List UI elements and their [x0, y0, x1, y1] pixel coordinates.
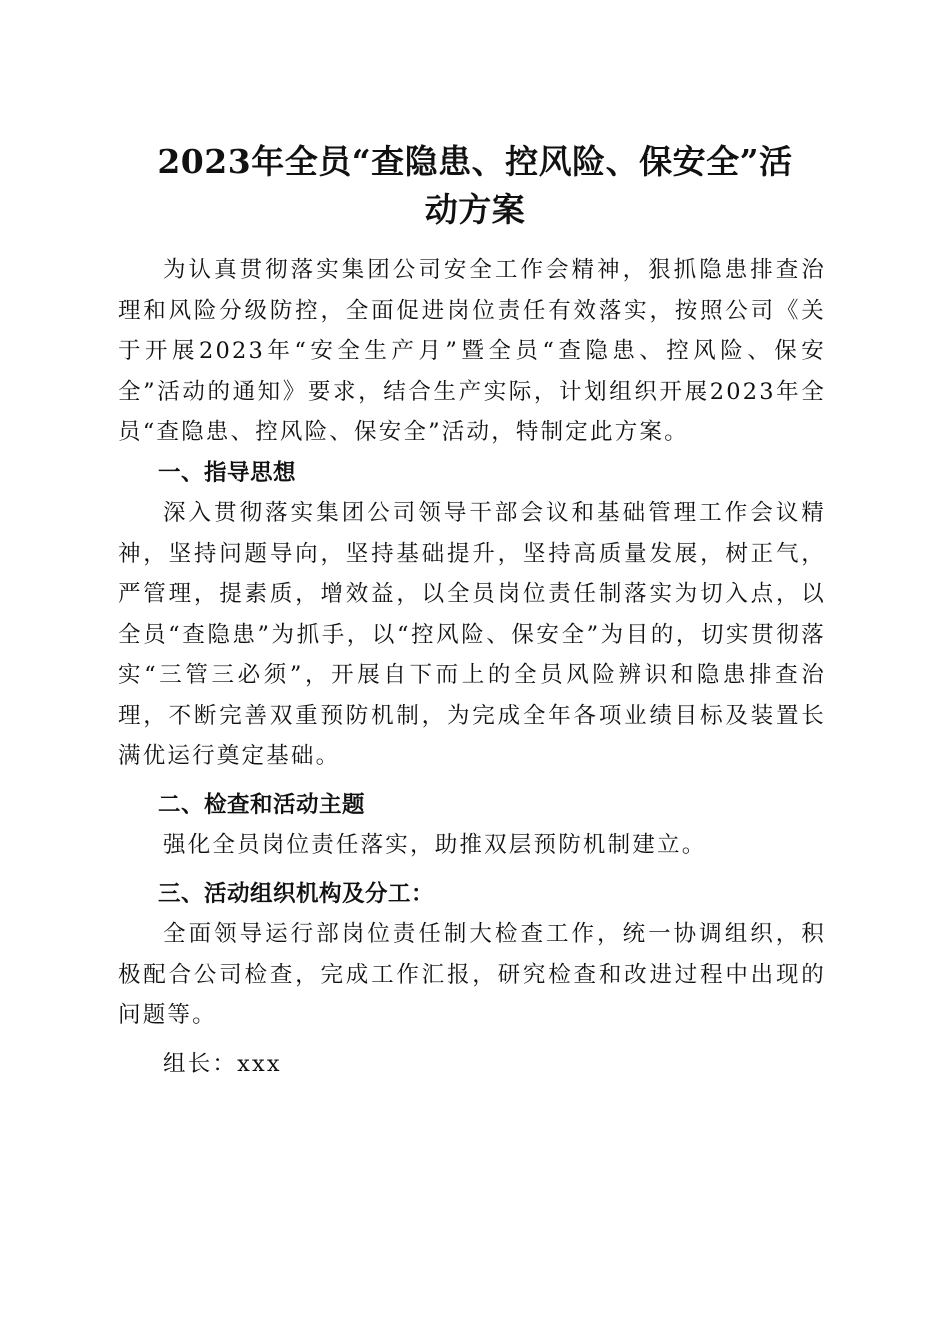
section-heading-guiding-ideology: 一、指导思想 [158, 459, 297, 486]
section-heading-theme: 二、检查和活动主题 [158, 791, 366, 818]
section-heading-organization: 三、活动组织机构及分工： [158, 880, 435, 907]
title-line-2: 动方案 [424, 190, 526, 229]
section-paragraph-organization: 全面领导运行部岗位责任制大检查工作，统一协调组织，积极配合公司检查，完成工作汇报，研究检查和改进过程中出现的问题等。 [118, 921, 826, 1028]
section-paragraph-theme: 强化全员岗位责任落实，助推双层预防机制建立。 [163, 832, 707, 858]
title-line-1: 2023年全员“查隐患、控风险、保安全”活 [157, 142, 793, 181]
document-body [118, 250, 826, 1084]
document-title [100, 138, 850, 234]
section-paragraph-guiding-ideology: 深入贯彻落实集团公司领导干部会议和基础管理工作会议精神，坚持问题导向，坚持基础提升，坚持高质量发展，树正气，严管理，提素质，增效益，以全员岗位责任制落实为切入点，以全员“查隐患”为抓手，以“控风险、保安全”为目的，切实贯彻落实“三管三必须”，开展自下而上的全员风险辨识和隐患排查治理，不断完善双重预防机制，为完成全年各项业绩目标及装置长满优运行奠定基础。 [118, 500, 826, 769]
team-leader-line: 组长：xxx [163, 1050, 282, 1077]
intro-paragraph: 为认真贯彻落实集团公司安全工作会精神，狠抓隐患排查治理和风险分级防控，全面促进岗位责任有效落实，按照公司《关于开展2023年“安全生产月”暨全员“查隐患、控风险、保安全”活动的通知》要求，结合生产实际，计划组织开展2023年全员“查隐患、控风险、保安全”活动，特制定此方案。 [118, 257, 826, 445]
